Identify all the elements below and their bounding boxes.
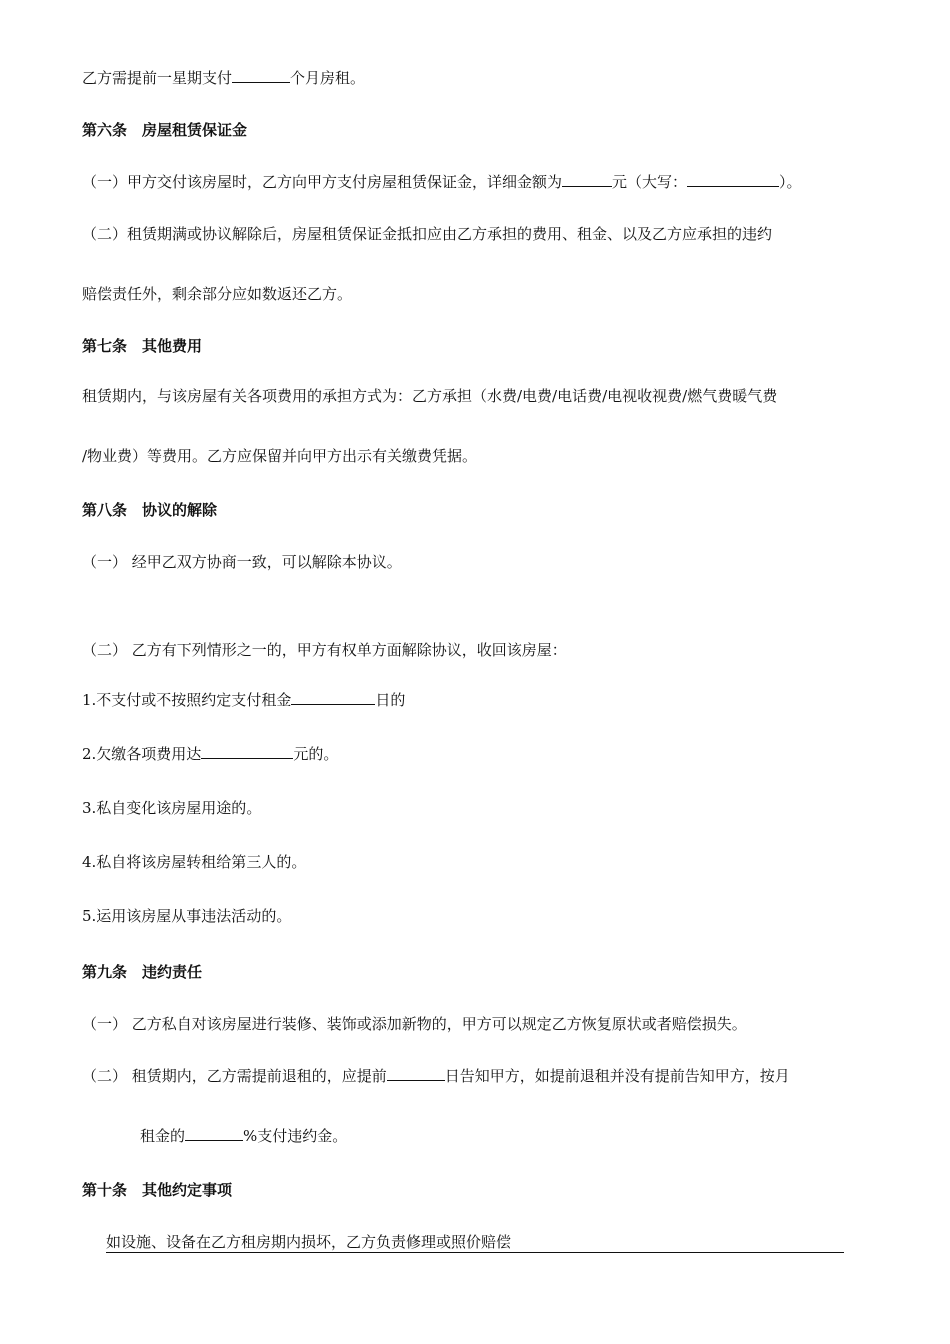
termination-item-2 xyxy=(82,744,338,764)
blank-field xyxy=(387,1066,445,1081)
blank-field xyxy=(687,172,779,187)
text: （二） 租赁期内，乙方需提前退租的，应提前 xyxy=(82,1067,387,1085)
text: 租金的 xyxy=(140,1127,186,1145)
fees-paragraph-line-1: 租赁期内，与该房屋有关各项费用的承担方式为：乙方承担（水费/电费/电话费/电视收视费/燃气费暖气费 xyxy=(82,387,778,405)
deposit-clause-2-line-1: （二）租赁期满或协议解除后，房屋租赁保证金抵扣应由乙方承担的费用、租金、以及乙方应承担的违约 xyxy=(82,225,773,243)
article-6-title: 第六条 房屋租赁保证金 xyxy=(82,121,248,139)
text: 个月房租。 xyxy=(290,69,366,87)
article-8-title: 第八条 协议的解除 xyxy=(82,501,218,519)
article-7-title: 第七条 其他费用 xyxy=(82,337,203,355)
blank-field xyxy=(201,744,293,759)
termination-item-1 xyxy=(82,690,405,710)
text: ）。 xyxy=(779,173,802,191)
text: 元的。 xyxy=(293,745,339,763)
termination-item-3: 3.私自变化该房屋用途的。 xyxy=(82,799,262,817)
article-10-title: 第十条 其他约定事项 xyxy=(82,1181,233,1199)
liability-clause-1: （一） 乙方私自对该房屋进行装修、装饰或添加新物的，甲方可以规定乙方恢复原状或者赔偿损失。 xyxy=(82,1015,747,1033)
rent-advance-paragraph xyxy=(82,68,365,88)
blank-field xyxy=(232,68,290,83)
liability-clause-2-line-2 xyxy=(140,1126,347,1146)
termination-clause-2: （二） 乙方有下列情形之一的，甲方有权单方面解除协议，收回该房屋： xyxy=(82,641,567,659)
article-9-title: 第九条 违约责任 xyxy=(82,963,203,981)
text: 乙方需提前一星期支付 xyxy=(82,69,233,87)
text: （一）甲方交付该房屋时，乙方向甲方支付房屋租赁保证金，详细金额为 xyxy=(82,173,563,191)
text: %支付违约金。 xyxy=(243,1127,348,1145)
text: 日的 xyxy=(375,691,406,709)
liability-clause-2-line-1 xyxy=(82,1066,790,1086)
text: 1.不支付或不按照约定支付租金 xyxy=(82,691,292,709)
termination-item-5: 5.运用该房屋从事违法活动的。 xyxy=(82,907,292,925)
termination-item-4: 4.私自将该房屋转租给第三人的。 xyxy=(82,853,307,871)
deposit-clause-1 xyxy=(82,172,802,192)
blank-field xyxy=(185,1126,243,1141)
text: 如设施、设备在乙方租房期内损坏，乙方负责修理或照价赔偿 xyxy=(106,1233,512,1251)
text: 日告知甲方，如提前退租并没有提前告知甲方，按月 xyxy=(444,1067,790,1085)
blank-field xyxy=(562,172,612,187)
text: 元（大写： xyxy=(612,173,688,191)
blank-field xyxy=(291,690,375,705)
termination-clause-1: （一） 经甲乙双方协商一致，可以解除本协议。 xyxy=(82,553,402,571)
text: 2.欠缴各项费用达 xyxy=(82,745,202,763)
deposit-clause-2-line-2: 赔偿责任外，剩余部分应如数返还乙方。 xyxy=(82,285,353,303)
other-terms-filled-line xyxy=(106,1232,844,1253)
fees-paragraph-line-2: /物业费）等费用。乙方应保留并向甲方出示有关缴费凭据。 xyxy=(82,447,478,465)
